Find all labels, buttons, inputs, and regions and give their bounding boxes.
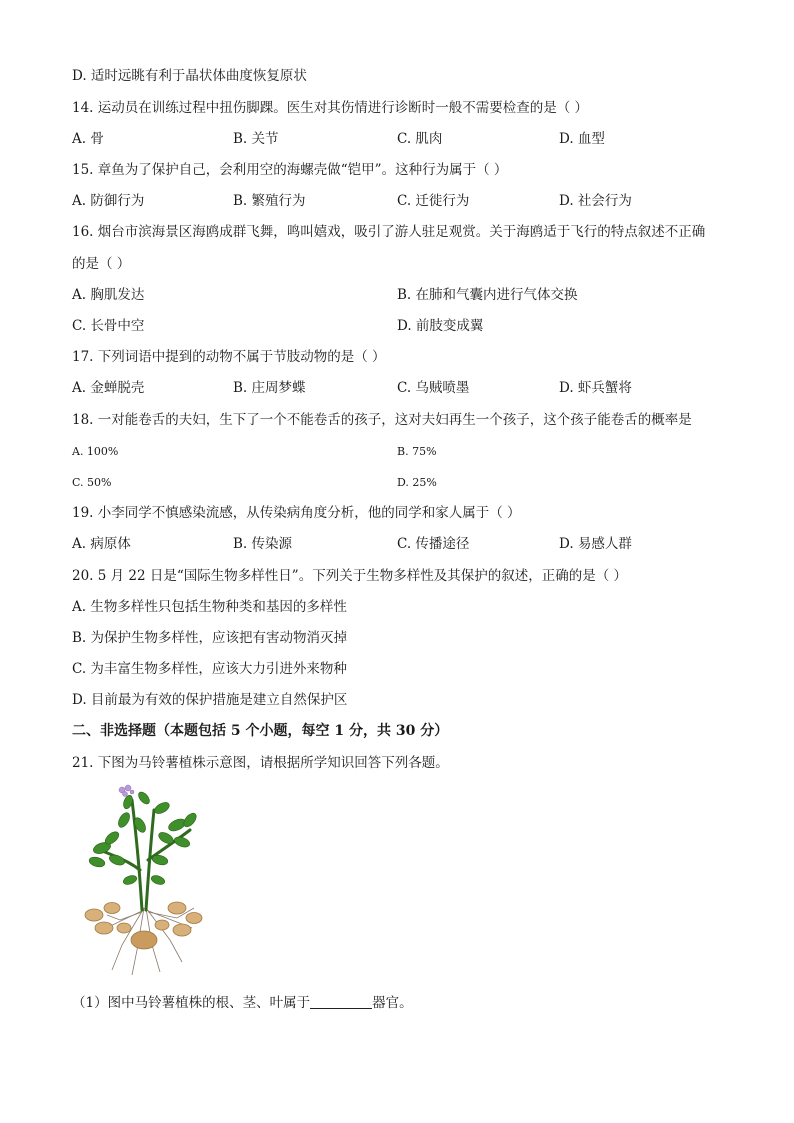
q18-option-b: B. 75% <box>397 445 437 458</box>
q16-option-b: B. 在肺和气囊内进行气体交换 <box>397 287 578 303</box>
q14-stem: 14. 运动员在训练过程中扭伤脚踝。医生对其伤情进行诊断时一般不需要检查的是（ ） <box>72 100 589 116</box>
q13-option-d: D. 适时远眺有利于晶状体曲度恢复原状 <box>72 68 307 84</box>
q17-option-d: D. 虾兵蟹将 <box>559 380 632 396</box>
q14-option-b: B. 关节 <box>233 131 279 147</box>
q16-option-d: D. 前肢变成翼 <box>397 318 484 334</box>
q20-stem: 20. 5 月 22 日是“国际生物多样性日”。下列关于生物多样性及其保护的叙述，正确的是（ ） <box>72 568 627 584</box>
q16-stem-line1: 16. 烟台市滨海景区海鸥成群飞舞，鸣叫嬉戏，吸引了游人驻足观赏。关于海鸥适于飞行的特点叙述不正确 <box>72 224 706 240</box>
q21-sub1 <box>72 993 413 1013</box>
q20-option-c: C. 为丰富生物多样性，应该大力引进外来物种 <box>72 661 347 677</box>
q21-stem: 21. 下图为马铃薯植株示意图，请根据所学知识回答下列各题。 <box>72 755 449 771</box>
q20-option-d: D. 目前最为有效的保护措施是建立自然保护区 <box>72 692 348 708</box>
q19-stem: 19. 小李同学不慎感染流感，从传染病角度分析，他的同学和家人属于（ ） <box>72 505 521 521</box>
q16-option-a: A. 胸肌发达 <box>72 287 145 303</box>
q18-option-c: C. 50% <box>72 476 112 489</box>
q16-option-c: C. 长骨中空 <box>72 318 145 334</box>
q21-sub1-text: （1）图中马铃薯植株的根、茎、叶属于 <box>72 995 311 1011</box>
q19-option-a: A. 病原体 <box>72 536 131 552</box>
q15-option-a: A. 防御行为 <box>72 193 145 209</box>
q17-option-c: C. 乌贼喷墨 <box>397 380 470 396</box>
q15-option-d: D. 社会行为 <box>559 193 632 209</box>
q15-option-b: B. 繁殖行为 <box>233 193 306 209</box>
q19-option-b: B. 传染源 <box>233 536 293 552</box>
q20-option-b: B. 为保护生物多样性，应该把有害动物消灭掉 <box>72 630 348 646</box>
q14-option-a: A. 骨 <box>72 131 104 147</box>
q14-option-d: D. 血型 <box>559 131 605 147</box>
q18-option-d: D. 25% <box>397 476 437 489</box>
q19-option-d: D. 易感人群 <box>559 536 632 552</box>
q17-stem: 17. 下列词语中提到的动物不属于节肢动物的是（ ） <box>72 349 386 365</box>
q15-stem: 15. 章鱼为了保护自己，会利用空的海螺壳做“铠甲”。这种行为属于（ ） <box>72 162 508 178</box>
q16-stem-line2: 的是（ ） <box>72 256 131 272</box>
potato-plant-figure <box>82 780 207 980</box>
q14-option-c: C. 肌肉 <box>397 131 443 147</box>
q15-option-c: C. 迁徙行为 <box>397 193 470 209</box>
q18-option-a: A. 100% <box>72 445 119 458</box>
section-title: 二、非选择题（本题包括 5 个小题，每空 1 分，共 30 分） <box>72 723 449 739</box>
q18-stem: 18. 一对能卷舌的夫妇，生下了一个不能卷舌的孩子，这对夫妇再生一个孩子，这个孩子能卷舌的概率是 <box>72 412 692 428</box>
answer-blank[interactable] <box>310 994 372 1009</box>
q21-sub1-text-end: 器官。 <box>372 995 413 1011</box>
q17-option-a: A. 金蝉脱壳 <box>72 380 145 396</box>
q17-option-b: B. 庄周梦蝶 <box>233 380 306 396</box>
q19-option-c: C. 传播途径 <box>397 536 470 552</box>
q20-option-a: A. 生物多样性只包括生物种类和基因的多样性 <box>72 599 347 615</box>
